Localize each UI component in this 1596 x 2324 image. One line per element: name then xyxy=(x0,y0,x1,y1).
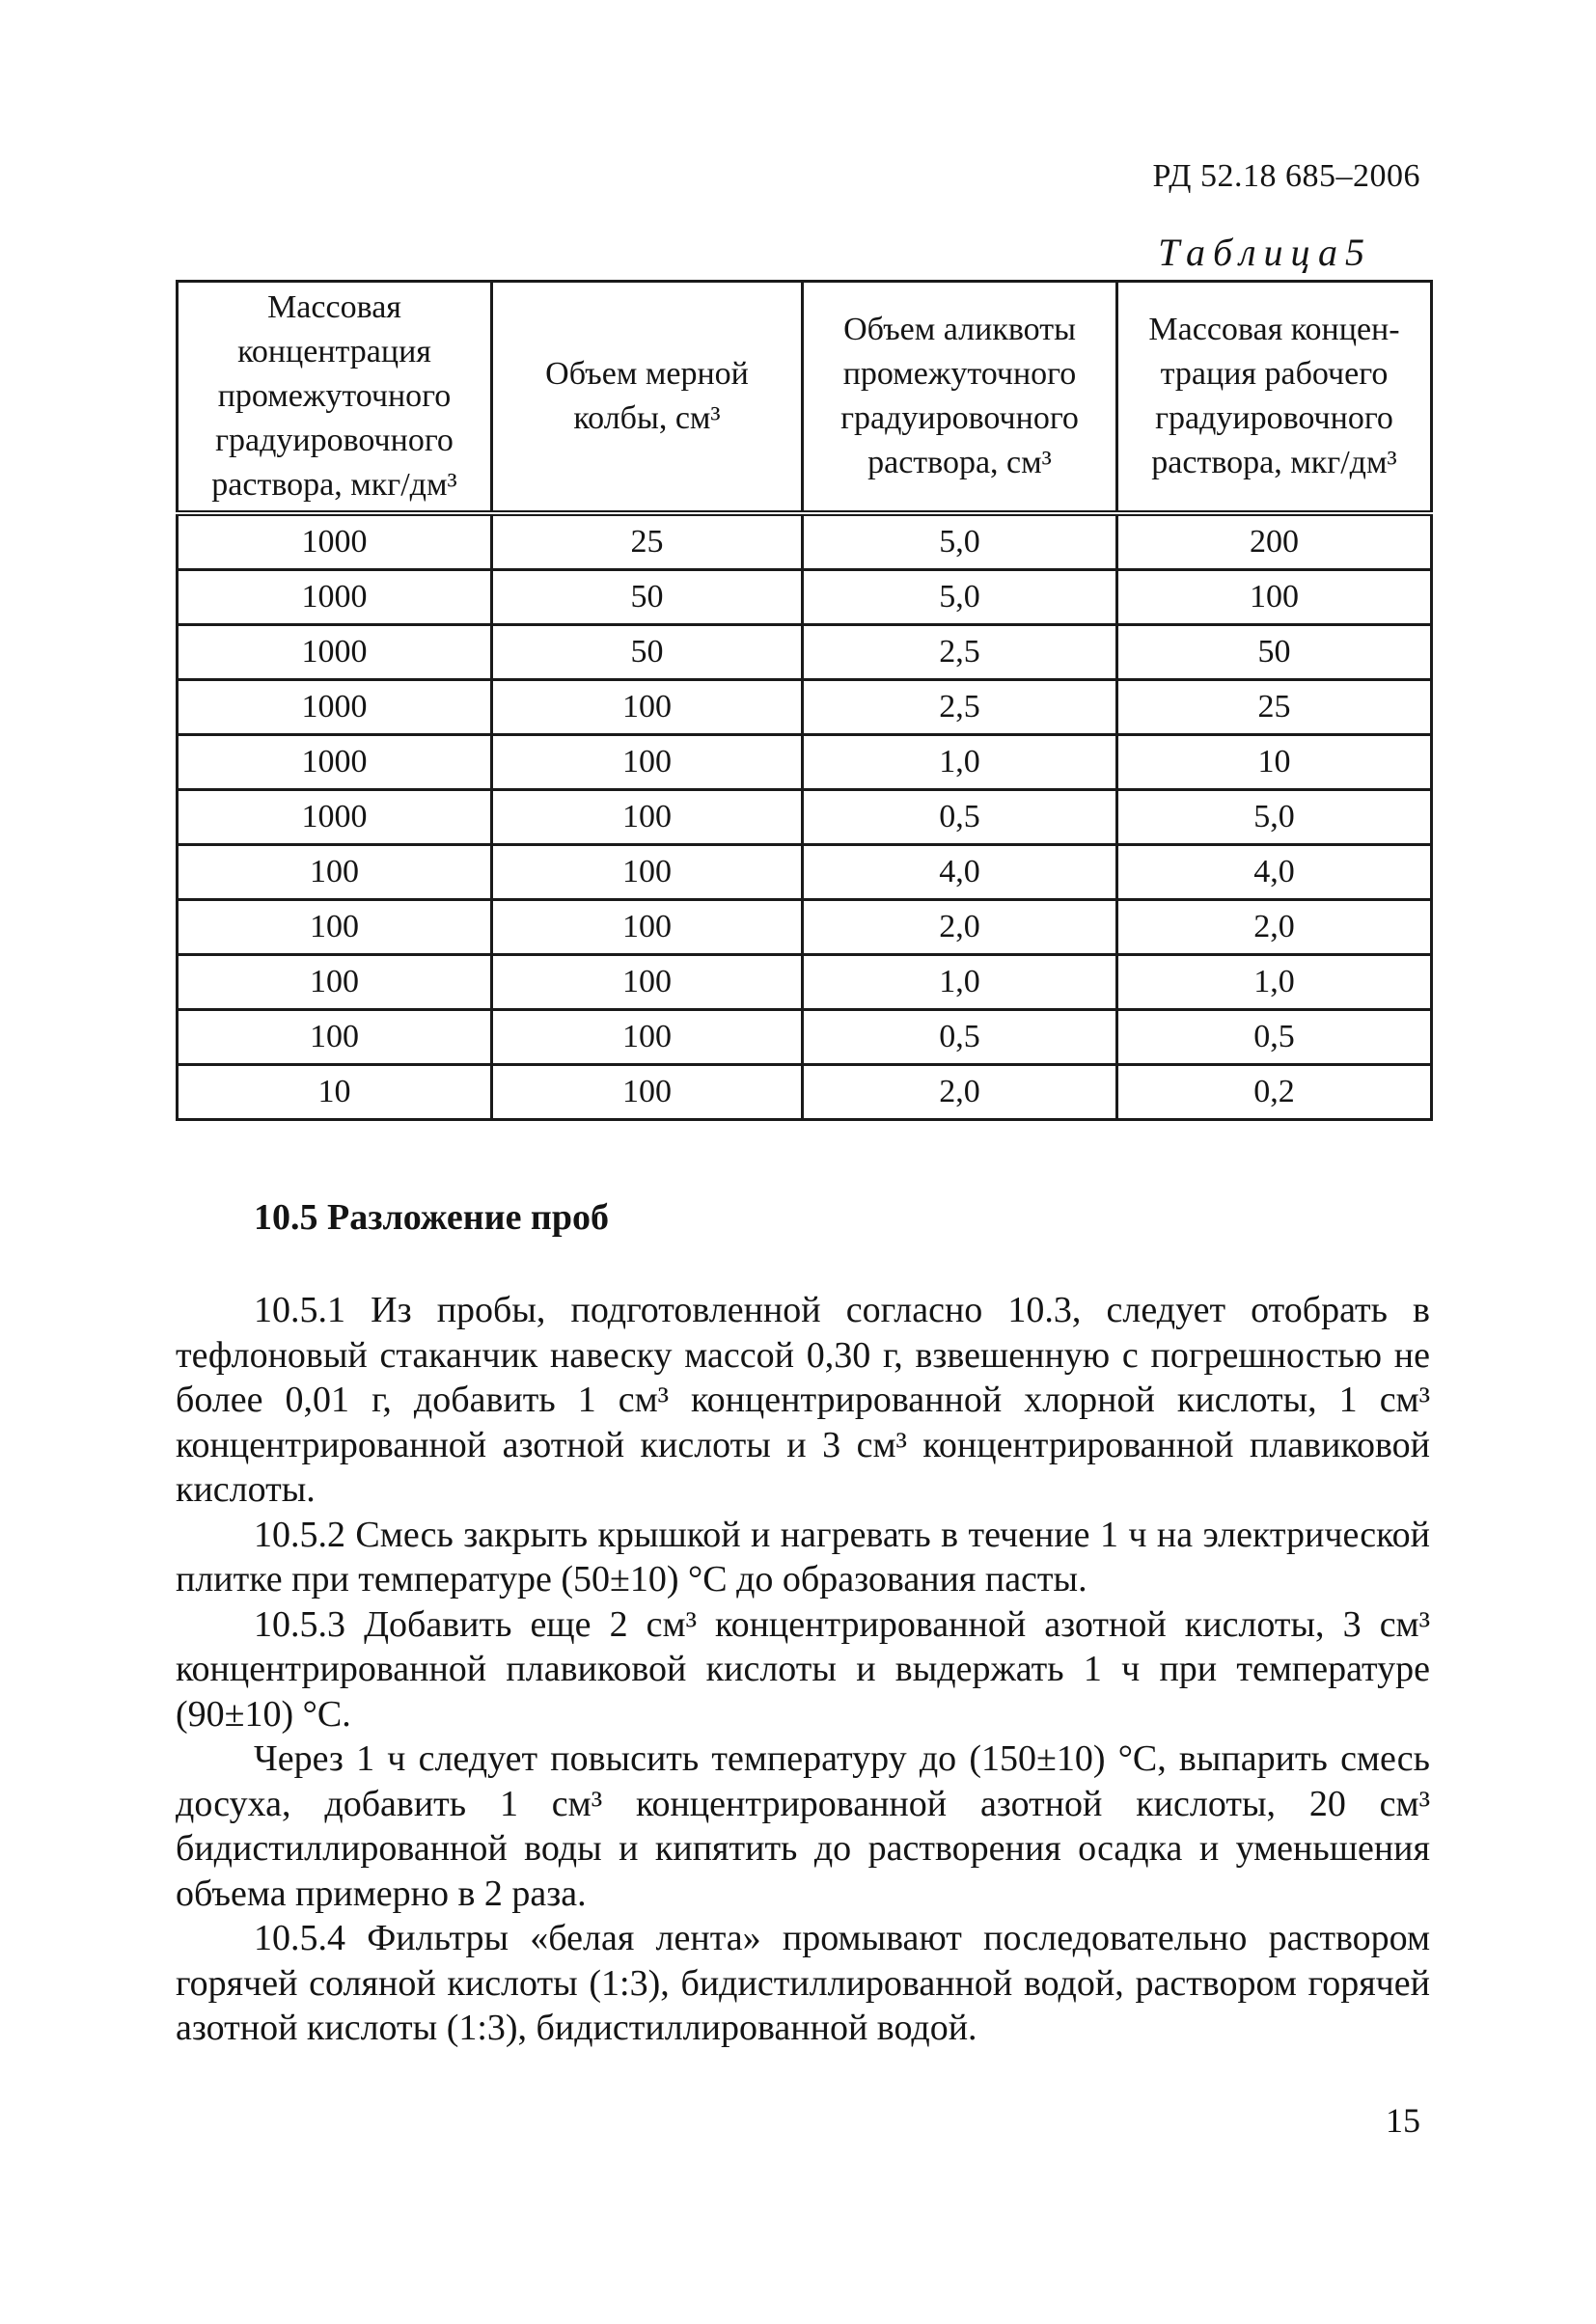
table-row xyxy=(178,1065,1432,1120)
table-cell: 10 xyxy=(1117,735,1432,790)
table-cell: 10 xyxy=(178,1065,492,1120)
column-header-intermediate-concentration: Массовая концентрация промежуточного градуировочного раствора, мкг/дм³ xyxy=(178,282,492,514)
table-cell: 25 xyxy=(1117,680,1432,735)
table-row xyxy=(178,900,1432,955)
table-cell: 100 xyxy=(178,1010,492,1065)
paragraph-10-5-1: 10.5.1 Из пробы, подготовленной согласно 10.3, следует отобрать в тефлоновый стаканчик навеску массой 0,30 г, взвешенную с погрешностью не более 0,01 г, добавить 1 см³ концентрированной хлорной кислоты, 1 см³ концентрированной азотной кислоты и 3 см³ концентрированной плавиковой кислоты. xyxy=(176,1290,1430,1510)
table-row xyxy=(178,625,1432,680)
paragraph-10-5-4: 10.5.4 Фильтры «белая лента» промывают последовательно раствором горячей соляной кислоты (1:3), бидистиллированной водой, раствором горячей азотной кислоты (1:3), бидистиллированной водой. xyxy=(176,1918,1430,2048)
section-heading: 10.5 Разложение проб xyxy=(254,1197,609,1238)
table-cell: 0,5 xyxy=(1117,1010,1432,1065)
table-row xyxy=(178,1010,1432,1065)
document-code: РД 52.18 685–2006 xyxy=(1152,158,1420,194)
table-cell: 4,0 xyxy=(1117,845,1432,900)
calibration-table xyxy=(176,280,1433,1121)
table-cell: 0,5 xyxy=(803,790,1117,845)
table-cell: 25 xyxy=(492,513,803,570)
table-caption: Таблица5 xyxy=(1158,231,1372,274)
table-cell: 100 xyxy=(492,790,803,845)
paragraph-10-5-2: 10.5.2 Смесь закрыть крышкой и нагревать в течение 1 ч на электрической плитке при температуре (50±10) °С до образования пасты. xyxy=(176,1514,1430,1599)
table-cell: 1,0 xyxy=(803,955,1117,1010)
table-cell: 4,0 xyxy=(803,845,1117,900)
table-cell: 1000 xyxy=(178,790,492,845)
column-header-working-concentration: Массовая концен-трация рабочего градуировочного раствора, мкг/дм³ xyxy=(1117,282,1432,514)
table-cell: 200 xyxy=(1117,513,1432,570)
table-header-row xyxy=(178,282,1432,514)
table-row xyxy=(178,955,1432,1010)
table-cell: 5,0 xyxy=(1117,790,1432,845)
table-cell: 100 xyxy=(492,845,803,900)
table-cell: 2,0 xyxy=(803,900,1117,955)
table-cell: 50 xyxy=(1117,625,1432,680)
table-cell: 1000 xyxy=(178,570,492,625)
paragraph-10-5-3-continued: Через 1 ч следует повысить температуру до (150±10) °С, выпарить смесь досуха, добавить 1 см³ концентрированной азотной кислоты, 20 см³ бидистиллированной воды и кипятить до растворения осадка и уменьшения объема примерно в 2 раза. xyxy=(176,1738,1430,1914)
table-cell: 100 xyxy=(492,1010,803,1065)
table-row xyxy=(178,735,1432,790)
table-row xyxy=(178,680,1432,735)
table-cell: 100 xyxy=(178,900,492,955)
paragraph-10-5-3: 10.5.3 Добавить еще 2 см³ концентрированной азотной кислоты, 3 см³ концентрированной плавиковой кислоты и выдержать 1 ч при температуре (90±10) °С. xyxy=(176,1603,1430,1735)
table-cell: 1,0 xyxy=(803,735,1117,790)
table-row xyxy=(178,570,1432,625)
table-cell: 5,0 xyxy=(803,570,1117,625)
table-cell: 1000 xyxy=(178,513,492,570)
table-cell: 1000 xyxy=(178,680,492,735)
table-cell: 50 xyxy=(492,625,803,680)
table-cell: 100 xyxy=(1117,570,1432,625)
table-cell: 1000 xyxy=(178,735,492,790)
table-row xyxy=(178,790,1432,845)
table-cell: 100 xyxy=(492,1065,803,1120)
table-cell: 2,5 xyxy=(803,625,1117,680)
table-cell: 0,2 xyxy=(1117,1065,1432,1120)
table-cell: 100 xyxy=(492,955,803,1010)
table-cell: 2,5 xyxy=(803,680,1117,735)
table-cell: 2,0 xyxy=(1117,900,1432,955)
page-number: 15 xyxy=(1386,2101,1420,2140)
table-cell: 0,5 xyxy=(803,1010,1117,1065)
table-cell: 1,0 xyxy=(1117,955,1432,1010)
table-cell: 5,0 xyxy=(803,513,1117,570)
table-cell: 50 xyxy=(492,570,803,625)
column-header-flask-volume: Объем мерной колбы, см³ xyxy=(492,282,803,514)
table-cell: 100 xyxy=(178,955,492,1010)
table-cell: 100 xyxy=(492,680,803,735)
table-cell: 1000 xyxy=(178,625,492,680)
table-cell: 100 xyxy=(492,900,803,955)
table-cell: 100 xyxy=(492,735,803,790)
table-row xyxy=(178,513,1432,570)
table-cell: 100 xyxy=(178,845,492,900)
table-row xyxy=(178,845,1432,900)
table-cell: 2,0 xyxy=(803,1065,1117,1120)
section-body xyxy=(176,1288,1430,2051)
column-header-aliquot-volume: Объем аликвоты промежуточного градуировочного раствора, см³ xyxy=(803,282,1117,514)
